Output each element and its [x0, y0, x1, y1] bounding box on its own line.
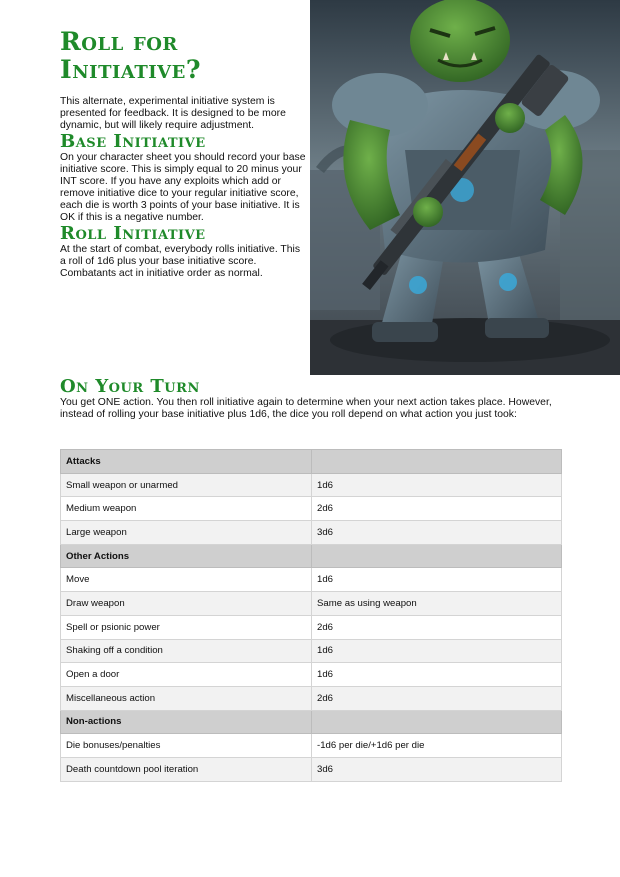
table-row [61, 568, 562, 592]
action-cell: Draw weapon [61, 592, 312, 616]
dice-cell: 1d6 [312, 663, 562, 687]
on-your-turn-text: You get ONE action. You then roll initiative again to determine when your next action takes place. However, instead of rolling your base initiative plus 1d6, the dice you roll depend on what action you just took: [60, 397, 552, 420]
action-cell: Medium weapon [61, 497, 312, 521]
dice-cell: 1d6 [312, 473, 562, 497]
dice-cell: -1d6 per die/+1d6 per die [312, 734, 562, 758]
action-cell: Non-actions [61, 710, 312, 734]
table-row [61, 615, 562, 639]
action-cell: Death countdown pool iteration [61, 757, 312, 781]
table-row [61, 497, 562, 521]
dice-cell: 2d6 [312, 615, 562, 639]
table-section-header [61, 450, 562, 474]
action-cell: Open a door [61, 663, 312, 687]
table-section-header [61, 544, 562, 568]
table-row [61, 473, 562, 497]
action-cell: Die bonuses/penalties [61, 734, 312, 758]
dice-cell: 3d6 [312, 757, 562, 781]
orc-illustration [310, 0, 620, 375]
dice-cell [312, 710, 562, 734]
heading-roll-initiative: Roll Initiative [60, 223, 206, 244]
intro-text: This alternate, experimental initiative system is presented for feedback. It is designed to be more dynamic, but will likely require adjustment. [60, 96, 286, 131]
initiative-dice-table [60, 449, 562, 782]
roll-initiative-text: At the start of combat, everybody rolls initiative. This a roll of 1d6 plus your base initiative score. Combatants act in initiative order as normal. [60, 244, 301, 279]
table-row [61, 521, 562, 545]
action-cell: Large weapon [61, 521, 312, 545]
dice-cell: 1d6 [312, 639, 562, 663]
dice-cell: 3d6 [312, 521, 562, 545]
table-row [61, 757, 562, 781]
page-title: Roll for Initiative? [60, 27, 202, 84]
heading-on-your-turn: On Your Turn [60, 376, 200, 397]
on-your-turn-section [60, 377, 560, 421]
table-row [61, 734, 562, 758]
action-cell: Other Actions [61, 544, 312, 568]
action-cell: Miscellaneous action [61, 686, 312, 710]
action-cell: Small weapon or unarmed [61, 473, 312, 497]
table-row [61, 592, 562, 616]
table-row [61, 686, 562, 710]
dice-cell: 2d6 [312, 686, 562, 710]
dice-cell [312, 450, 562, 474]
table-row [61, 663, 562, 687]
action-cell: Shaking off a condition [61, 639, 312, 663]
left-column [60, 28, 308, 280]
base-initiative-text: On your character sheet you should record your base initiative score. This is simply equal to 20 minus your INT score. If you have any exploits which add or remove initiative dice to your regular initiative score, each die is worth 3 points of your base initiative. It is OK if this is a negative number. [60, 152, 306, 223]
table-body [61, 450, 562, 782]
dice-cell [312, 544, 562, 568]
dice-cell: 1d6 [312, 568, 562, 592]
heading-base-initiative: Base Initiative [60, 131, 206, 152]
action-cell: Attacks [61, 450, 312, 474]
dice-cell: 2d6 [312, 497, 562, 521]
table-section-header [61, 710, 562, 734]
dice-cell: Same as using weapon [312, 592, 562, 616]
table-row [61, 639, 562, 663]
action-cell: Spell or psionic power [61, 615, 312, 639]
action-cell: Move [61, 568, 312, 592]
